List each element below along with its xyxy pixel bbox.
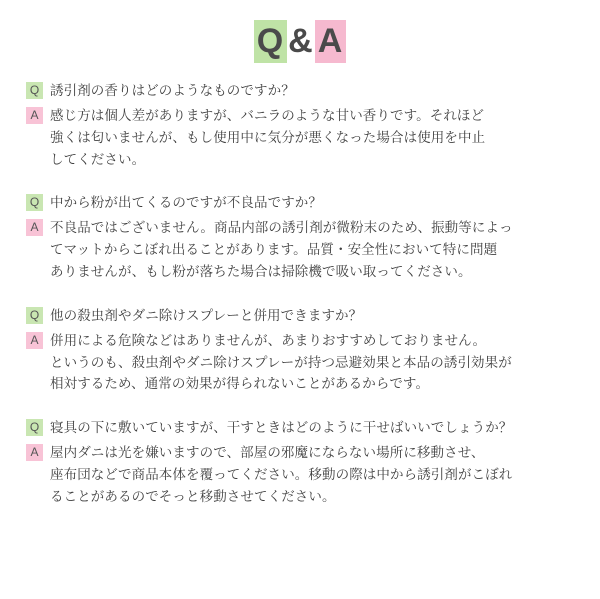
answer-text <box>50 105 574 171</box>
question-badge: Q <box>26 419 43 436</box>
qa-item <box>26 80 574 170</box>
question-line: 誘引剤の香りはどのようなものですか？ <box>50 83 295 98</box>
answer-text <box>50 330 574 396</box>
question-row <box>26 417 574 440</box>
answer-line: てマットからこぼれ出ることがあります。品質・安全性において特に問題 <box>50 242 498 258</box>
answer-line: 感じ方は個人差がありますが、バニラのような甘い香りです。それほど <box>50 107 485 123</box>
question-text <box>50 417 574 439</box>
question-text <box>50 305 574 327</box>
answer-badge: A <box>26 107 43 124</box>
question-badge: Q <box>26 307 43 324</box>
page-title <box>26 22 574 62</box>
title-char-a: A <box>315 20 347 63</box>
answer-badge: A <box>26 444 43 461</box>
title-char-ampersand: & <box>288 22 314 60</box>
title-char-q: Q <box>254 20 287 63</box>
answer-line: ありませんが、もし粉が落ちた場合は掃除機で吸い取ってください。 <box>50 264 472 280</box>
answer-badge: A <box>26 219 43 236</box>
question-row <box>26 80 574 103</box>
answer-row <box>26 330 574 396</box>
answer-line: 座布団などで商品本体を覆ってください。移動の際は中から誘引剤がこぼれ <box>50 467 513 483</box>
answer-line: というのも、殺虫剤やダニ除けスプレーが持つ忌避効果と本品の誘引効果が <box>50 354 512 370</box>
page-title-text <box>252 22 349 62</box>
question-badge: Q <box>26 194 43 211</box>
question-text <box>50 80 574 102</box>
answer-text <box>50 442 574 508</box>
qa-item <box>26 417 574 507</box>
question-row <box>26 305 574 328</box>
answer-line: 相対するため、通常の効果が得られないことがあるからです。 <box>50 376 430 392</box>
question-line: 寝具の下に敷いていますが、干すときはどのように干せばいいでしょうか？ <box>50 420 513 436</box>
qa-item <box>26 192 574 282</box>
answer-line: 屋内ダニは光を嫌いますので、部屋の邪魔にならない場所に移動させ、 <box>50 445 485 461</box>
question-line: 中から粉が出てくるのですが不良品ですか？ <box>50 195 322 211</box>
answer-line: 強くは匂いませんが、もし使用中に気分が悪くなった場合は使用を中止 <box>50 129 486 145</box>
question-text <box>50 192 574 214</box>
answer-text <box>50 217 574 283</box>
qa-item <box>26 305 574 395</box>
answer-row <box>26 442 574 508</box>
question-line: 他の殺虫剤やダニ除けスプレーと併用できますか？ <box>50 307 363 323</box>
answer-line: ることがあるのでそっと移動させてください。 <box>50 488 336 504</box>
answer-row <box>26 105 574 171</box>
answer-row <box>26 217 574 283</box>
question-row <box>26 192 574 215</box>
question-badge: Q <box>26 82 43 99</box>
answer-line: 併用による危険などはありませんが、あまりおすすめしておりません。 <box>50 332 487 348</box>
answer-badge: A <box>26 332 43 349</box>
answer-line: 不良品ではございません。商品内部の誘引剤が微粉末のため、振動等によっ <box>50 220 513 236</box>
answer-line: してください。 <box>50 151 146 167</box>
